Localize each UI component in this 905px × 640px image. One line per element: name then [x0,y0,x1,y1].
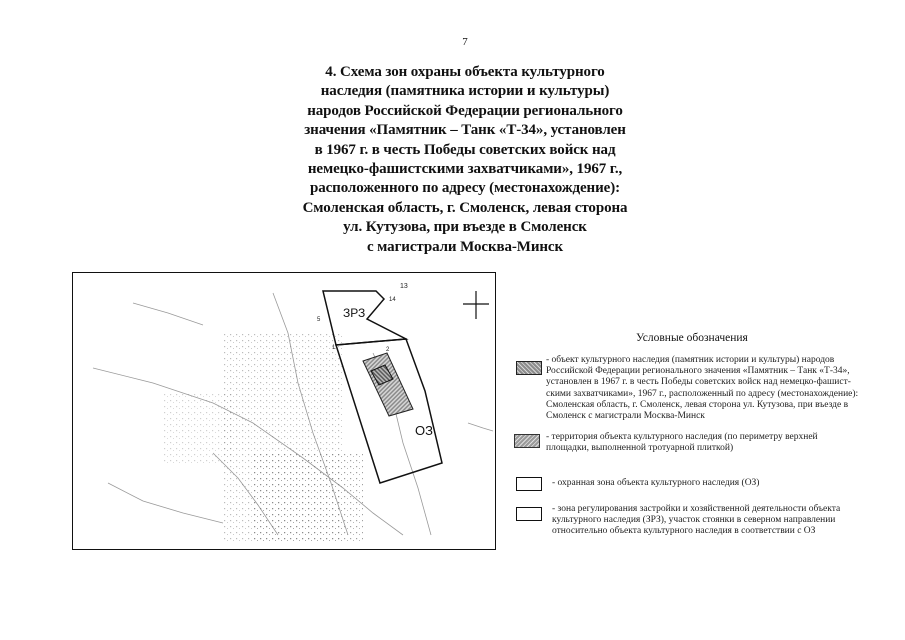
map-drawing [73,273,497,551]
point-label-5: 5 [317,317,321,323]
legend-swatch-zone-oz [516,477,542,491]
zone-oz-label: ОЗ [415,423,433,438]
point-label-1: 1 [332,345,336,351]
north-arrow-icon [463,291,489,319]
heritage-territory [363,353,413,416]
zone-map [72,272,496,550]
legend-swatch-zone-zrz [516,507,542,521]
legend-text-heritage-territory: - территория объекта культурного наследия (по периметру верхней площадки, выполненной тротуарной плиткой) [546,432,818,454]
page-number: 7 [462,36,468,48]
legend-text-heritage-object: - объект культурного наследия (памятник истории и культуры) народов Российской Федерации регионального значения «Памятник – Танк «Т-34», установлен в 1967 г. в честь Победы советских войск над немецко-фашист- скими захватчиками», 1967 г., расположенный по адресу (местонахождение): Смоленская область, г. Смоленск, левая сторона ул. Кутузова, при въезде в Смоленск с магистрали Москва-Минск [546,355,859,422]
point-label-2: 2 [386,347,390,353]
document-title: 4. Схема зон охраны объекта культурного наследия (памятника истории и культуры) народов Российской Федерации регионального значения «Памятник – Танк «Т-34», установлен в 1967 г. в честь Победы советских войск над немецко-фашистскими захватчиками», 1967 г., расположенного по адресу (местонахождение): Смоленская область, г. Смоленск, левая сторона ул. Кутузова, при въезде в Смоленск с магистрали Москва-Минск [302,64,628,255]
legend-text-zone-zrz: - зона регулирования застройки и хозяйственной деятельности объекта культурного наследия (ЗРЗ), участок стоянки в северном направлении относительно объекта культурного наследия в соответствии с ОЗ [552,504,841,537]
point-label-14: 14 [389,297,396,303]
legend-text-zone-oz: - охранная зона объекта культурного наследия (ОЗ) [552,478,760,488]
zone-zrz-label: ЗРЗ [343,306,366,320]
legend-swatch-heritage-object [516,361,542,375]
legend-title: Условные обозначения [636,332,748,344]
point-label-13: 13 [400,283,408,290]
legend-swatch-heritage-territory [514,434,540,448]
